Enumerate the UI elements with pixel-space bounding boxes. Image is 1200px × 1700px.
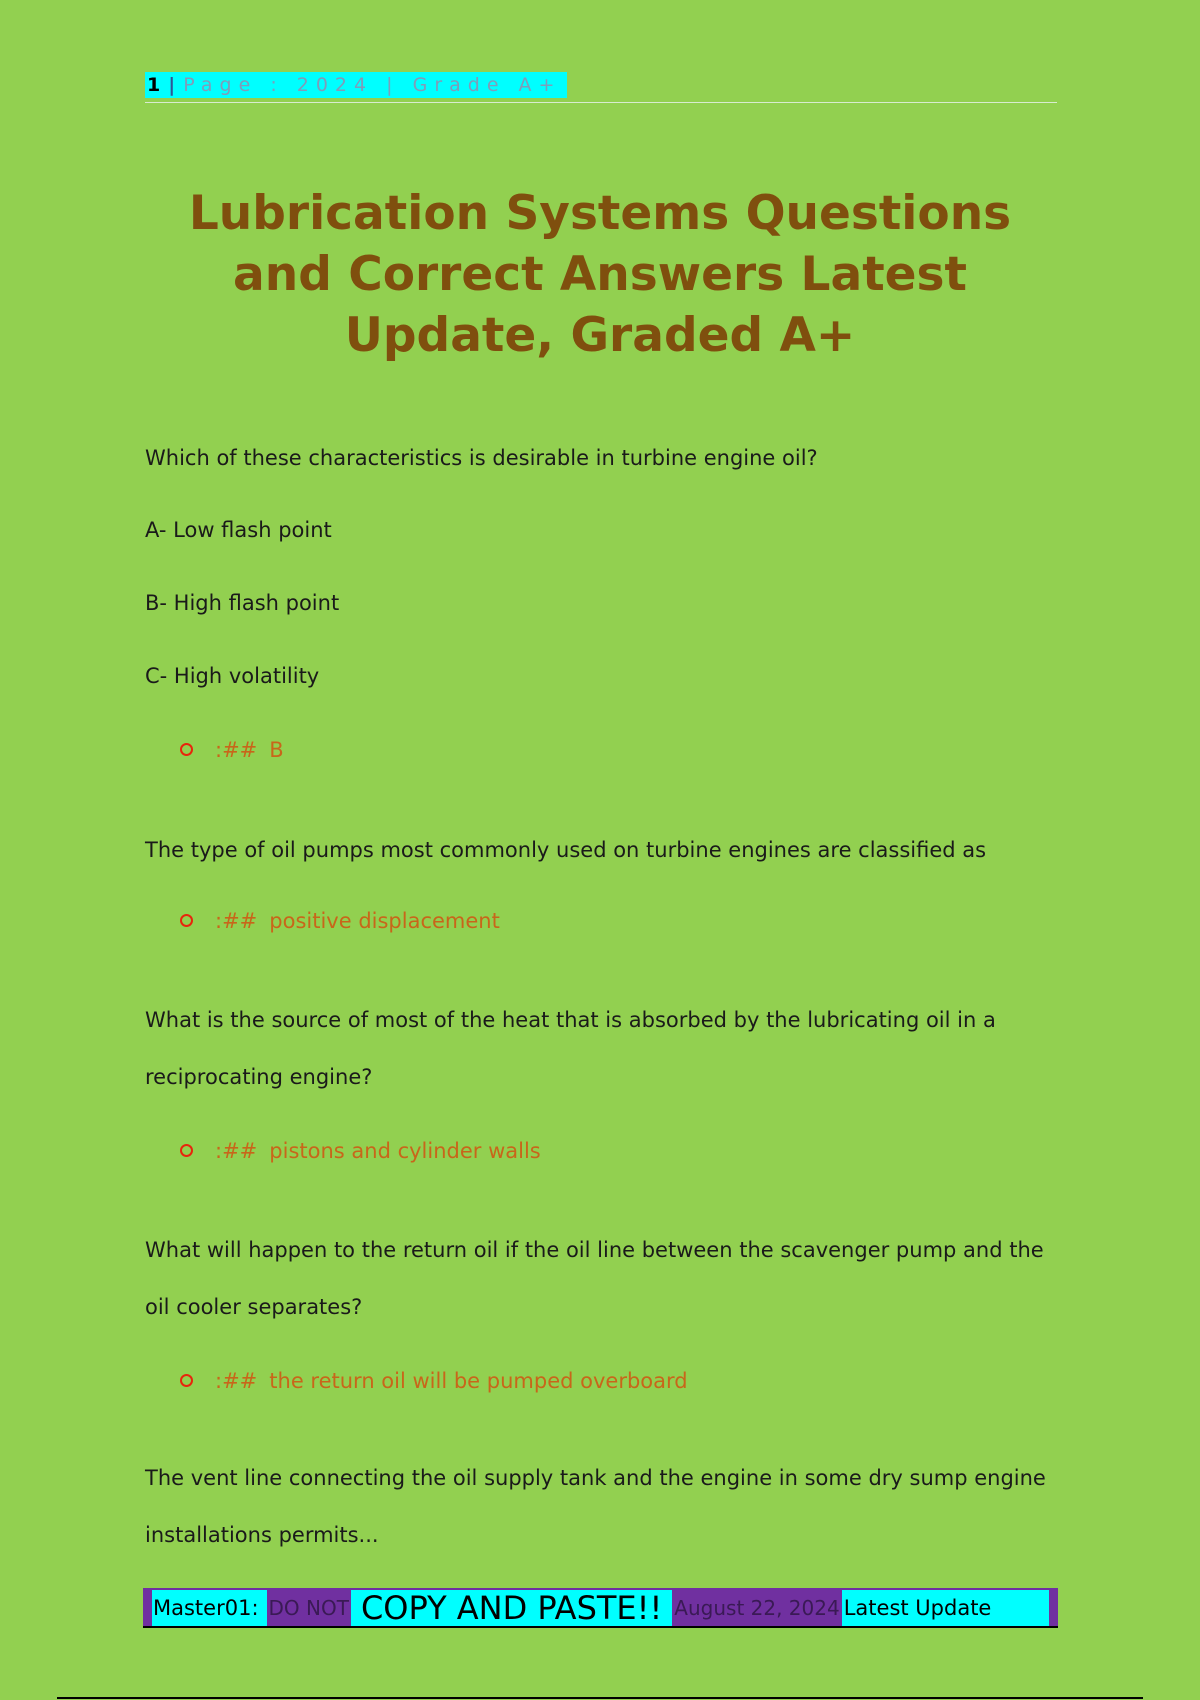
answer-1 <box>180 735 284 765</box>
answer-prefix: :## <box>215 738 258 762</box>
footer-date: August 22, 2024 <box>672 1590 841 1626</box>
answer-prefix: :## <box>215 1369 258 1393</box>
question-text-2: The type of oil pumps most commonly used on turbine engines are classified as <box>145 838 987 862</box>
hollow-circle-bullet-icon <box>180 914 193 927</box>
footer-banner <box>143 1588 1058 1628</box>
option-c: C- High volatility <box>145 664 320 688</box>
answer-prefix: :## <box>215 1139 258 1163</box>
answer-2 <box>180 906 500 936</box>
header-separator: | <box>168 74 176 96</box>
footer-do-not: DO NOT <box>267 1590 351 1626</box>
footer-underline <box>143 1626 1058 1628</box>
answer-text: positive displacement <box>269 909 500 933</box>
answer-text: B <box>269 738 284 762</box>
page-header-label <box>145 72 567 98</box>
header-text: Page : 2024 | Grade A+ <box>183 74 562 96</box>
footer-copy-warning: COPY AND PASTE!! <box>360 1590 663 1626</box>
footer-latest-update: Latest Update <box>843 1596 992 1620</box>
hollow-circle-bullet-icon <box>180 1144 193 1157</box>
question-text-5: The vent line connecting the oil supply tank and the engine in some dry sump engine installations permits... <box>145 1466 1046 1547</box>
question-text-3: What is the source of most of the heat that is absorbed by the lubricating oil in a reciprocating engine? <box>145 1008 996 1089</box>
hollow-circle-bullet-icon <box>180 1374 193 1387</box>
answer-3 <box>180 1136 541 1166</box>
question-text-1: Which of these characteristics is desirable in turbine engine oil? <box>145 446 818 470</box>
footer-content <box>152 1590 1049 1626</box>
answer-4 <box>180 1366 688 1396</box>
page-number: 1 <box>147 74 161 96</box>
document-title: Lubrication Systems Questions and Correct Answers Latest Update, Graded A+ <box>188 186 1012 363</box>
footer-master: Master01: <box>153 1596 259 1620</box>
page-header <box>145 72 1057 103</box>
answer-prefix: :## <box>215 909 258 933</box>
option-b: B- High flash point <box>145 591 340 615</box>
answer-text: pistons and cylinder walls <box>269 1139 541 1163</box>
question-text-4: What will happen to the return oil if the oil line between the scavenger pump and the oil cooler separates? <box>145 1238 1044 1319</box>
option-a: A- Low flash point <box>145 518 332 542</box>
hollow-circle-bullet-icon <box>180 743 193 756</box>
page-bottom-rule <box>57 1697 1143 1699</box>
answer-text: the return oil will be pumped overboard <box>269 1369 688 1393</box>
